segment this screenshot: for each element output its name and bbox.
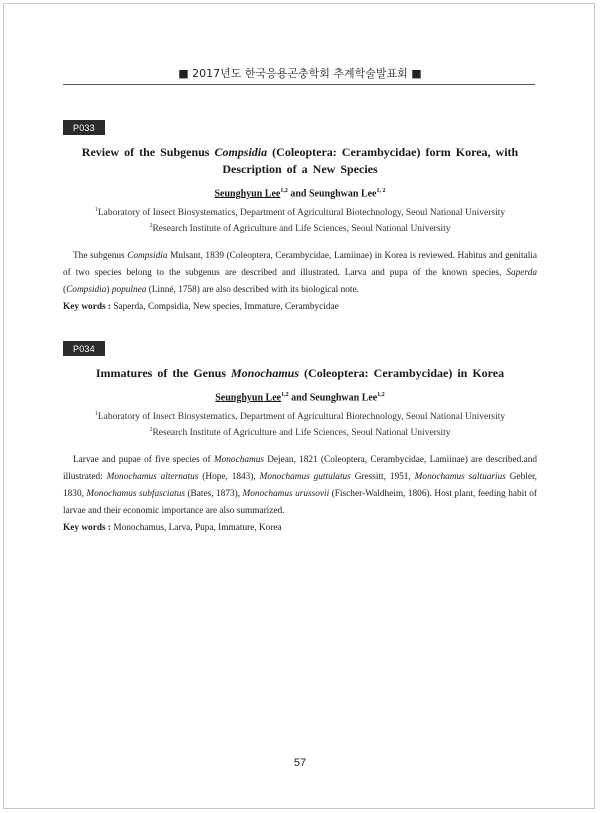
co-author: and Seunghwan Lee <box>288 392 378 404</box>
affiliation-2 <box>63 220 537 236</box>
affil-text: Research Institute of Agriculture and Life Sciences, Seoul National University <box>152 224 451 235</box>
affiliations <box>63 204 537 236</box>
body-run-italic: Monochamus subfasciatus <box>86 488 185 499</box>
author-line <box>63 188 537 199</box>
affil-mark: 2 <box>149 427 153 434</box>
keywords-label: Key words : <box>63 301 112 312</box>
affiliation-1 <box>63 408 537 424</box>
body-run: (Fischer-Waldheim, 1806). Host plant, feeding habit of larvae and their economic importance are also summarized. <box>63 488 538 516</box>
body-run: Dejean, 1821 (Coleoptera, Cerambycidae, Lamiinae) are described.and illustrated: <box>63 454 538 482</box>
affil-mark: 1 <box>94 207 98 214</box>
keywords-line <box>63 523 537 533</box>
body-run-italic: Compsidia <box>127 250 168 261</box>
body-run: Mulsant, 1839 (Coleoptera, Cerambycidae, Lamiinae) in Korea is reviewed. Habitus and genitalia of two species belong to the subgenus are described and illustrated. Larva and pupa of the known species, <box>63 250 537 278</box>
keywords-label: Key words : <box>63 522 112 533</box>
abstract-title <box>63 144 537 178</box>
body-run: (Linné, 1758) are also described with its biological note. <box>146 284 359 295</box>
affiliation-1 <box>63 204 537 220</box>
affiliation-2 <box>63 424 537 440</box>
affil-mark: 1 <box>94 411 98 418</box>
body-run: Gressitt, 1951, <box>350 471 415 482</box>
title-italic-taxon: Monochamus <box>231 366 300 380</box>
keywords-line <box>63 302 537 312</box>
abstract-id-badge: P033 <box>63 120 105 135</box>
body-run-italic: Compsidia <box>66 284 107 295</box>
body-run-italic: Monochamus guttulatus <box>259 471 351 482</box>
abstract-body <box>63 248 537 299</box>
affiliations <box>63 408 537 440</box>
title-text: Review of the Subgenus <box>81 145 215 159</box>
affil-mark: 2 <box>149 223 153 230</box>
author-affil-mark: 1, 2 <box>376 188 386 194</box>
presenting-author: Seunghyun Lee <box>215 392 282 404</box>
body-run: (Bates, 1873), <box>184 488 243 499</box>
body-run-italic: Saperda <box>506 267 537 278</box>
body-run-italic: Monochamus urussovii <box>242 488 330 499</box>
abstract-body <box>63 452 537 520</box>
affil-text: Laboratory of Insect Biosystematics, Department of Agricultural Biotechnology, Seoul National University <box>97 208 506 219</box>
keywords-list: Saperda, Compsidia, New species, Immature, Cerambycidae <box>111 301 339 312</box>
body-run: The subgenus <box>73 250 128 261</box>
affil-text: Laboratory of Insect Biosystematics, Department of Agricultural Biotechnology, Seoul National University <box>97 412 506 423</box>
body-run: ) <box>106 284 112 295</box>
body-run: ( <box>63 284 67 295</box>
header-rule <box>63 84 535 85</box>
title-text: (Coleoptera: Cerambycidae) form Korea, with Description of a New Species <box>222 145 519 176</box>
author-affil-mark: 1,2 <box>377 392 385 398</box>
body-run-italic: Monochamus saltuarius <box>414 471 506 482</box>
body-run-italic: Monochamus <box>213 454 264 465</box>
body-run-italic: populnea <box>111 284 147 295</box>
page-number: 57 <box>293 757 307 769</box>
body-run: Gebler, 1830, <box>63 471 537 499</box>
author-affil-mark: 1,2 <box>280 188 288 194</box>
affil-text: Research Institute of Agriculture and Life Sciences, Seoul National University <box>152 428 451 439</box>
title-text: (Coleoptera: Cerambycidae) in Korea <box>299 366 505 380</box>
presenting-author: Seunghyun Lee <box>214 188 281 200</box>
body-run-italic: Monochamus alternatus <box>106 471 199 482</box>
abstract-title <box>63 365 537 382</box>
body-run: Larvae and pupae of five species of <box>73 454 214 465</box>
author-affil-mark: 1,2 <box>281 392 289 398</box>
title-italic-taxon: Compsidia <box>214 145 268 159</box>
running-header: ■ 2017년도 한국응용곤충학회 추계학술발표회 ■ <box>178 67 422 80</box>
abstract-id-badge: P034 <box>63 341 105 356</box>
body-run: (Hope, 1843), <box>198 471 260 482</box>
author-line <box>63 392 537 403</box>
co-author: and Seunghwan Lee <box>287 188 377 200</box>
abstract-p033 <box>63 118 537 312</box>
title-text: Immatures of the Genus <box>95 366 231 380</box>
keywords-list: Monochamus, Larva, Pupa, Immature, Korea <box>111 522 282 533</box>
abstract-p034 <box>63 339 537 533</box>
